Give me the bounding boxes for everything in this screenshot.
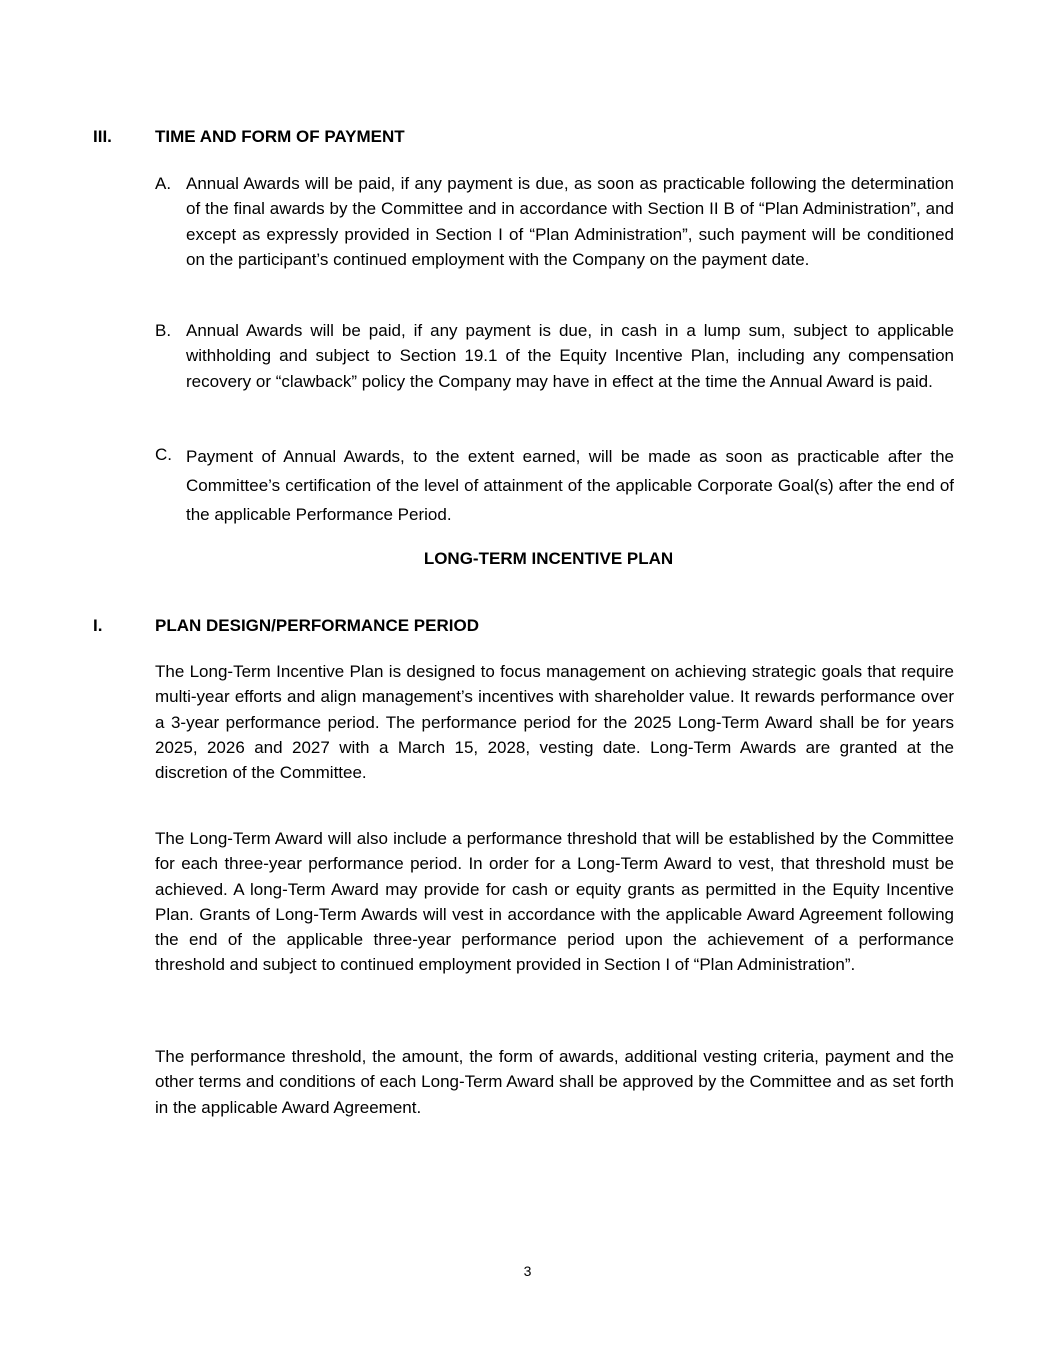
item-text: Annual Awards will be paid, if any payment is due, as soon as practicable following the determination of the final awards by the Committee and in accordance with Section II B of “Plan Administration”, and except as expressly provided in Section I of “Plan Administration”, such payment will be conditioned on the participant’s continued employment with the Company on the payment date. (186, 174, 954, 269)
section-i-number: I. (93, 616, 103, 635)
section-i-paragraph-1: The Long-Term Incentive Plan is designed to focus management on achieving strategic goals that require multi-year efforts and align management’s incentives with shareholder value. It rewards performance over a 3-year performance period. The performance period for the 2025 Long-Term Award shall be for years 2025, 2026 and 2027 with a March 15, 2028, vesting date. Long-Term Awards are granted at the discretion of the Committee. (155, 662, 954, 783)
section-iii-item-b (155, 318, 954, 394)
ltip-title: LONG-TERM INCENTIVE PLAN (423, 549, 674, 568)
section-i-paragraph-3: The performance threshold, the amount, the form of awards, additional vesting criteria, payment and the other terms and conditions of each Long-Term Award shall be approved by the Committee and as set forth in the applicable Award Agreement. (155, 1047, 954, 1117)
section-iii-item-c (155, 442, 954, 529)
item-letter: A. (155, 174, 172, 193)
page-number: 3 (523, 1263, 532, 1279)
section-i-title: PLAN DESIGN/PERFORMANCE PERIOD (155, 616, 479, 635)
item-letter: C. (155, 445, 172, 464)
section-iii-number: III. (93, 127, 112, 146)
item-text: Payment of Annual Awards, to the extent earned, will be made as soon as practicable after the Committee’s certification of the level of attainment of the applicable Corporate Goal(s) after the end of the applicable Performance Period. (186, 447, 954, 524)
item-letter: B. (155, 321, 172, 340)
section-i-paragraph-2: The Long-Term Award will also include a performance threshold that will be established by the Committee for each three-year performance period. In order for a Long-Term Award to vest, that threshold must be achieved. A long-Term Award may provide for cash or equity grants as permitted in the Equity Incentive Plan. Grants of Long-Term Awards will vest in accordance with the applicable Award Agreement following the end of the applicable three-year performance period upon the achievement of a performance threshold and subject to continued employment provided in Section I of “Plan Administration”. (155, 829, 954, 975)
item-text: Annual Awards will be paid, if any payment is due, in cash in a lump sum, subject to applicable withholding and subject to Section 19.1 of the Equity Incentive Plan, including any compensation recovery or “clawback” policy the Company may have in effect at the time the Annual Award is paid. (186, 321, 954, 391)
section-iii-item-a (155, 171, 954, 272)
section-iii-title: TIME AND FORM OF PAYMENT (155, 127, 405, 146)
